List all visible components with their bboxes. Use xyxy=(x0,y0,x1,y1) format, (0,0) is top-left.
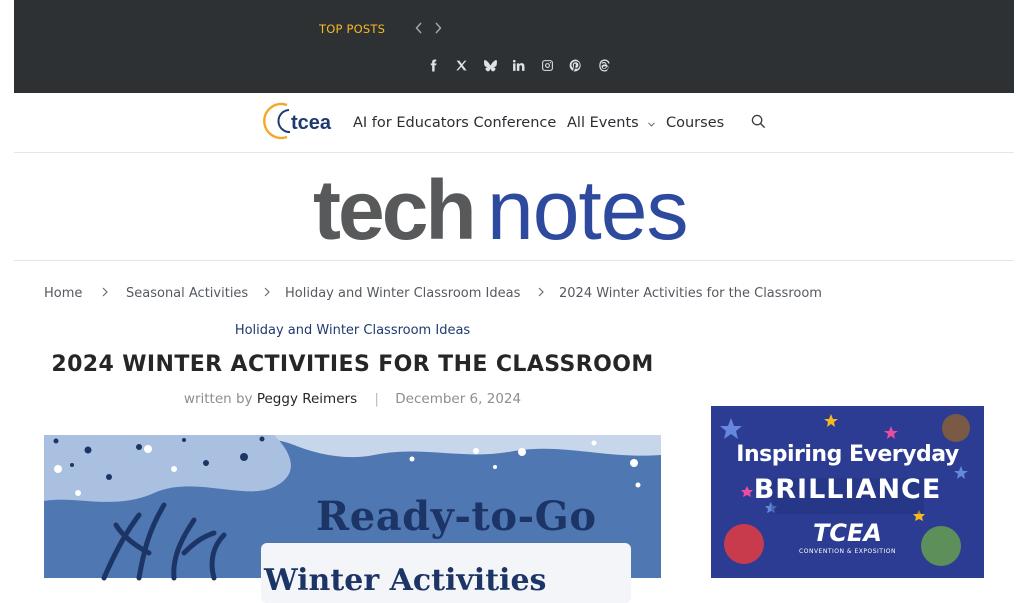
ad-subtitle: CONVENTION & EXPOSITION xyxy=(799,548,896,555)
breadcrumb-home[interactable]: Home xyxy=(44,286,83,301)
social-links xyxy=(419,55,619,75)
nav-item-label: All Events xyxy=(567,115,639,131)
tcea-logo[interactable] xyxy=(257,99,339,139)
x-icon[interactable] xyxy=(448,55,477,75)
post-category[interactable]: Holiday and Winter Classroom Ideas xyxy=(234,323,471,338)
top-posts-label: TOP POSTS xyxy=(319,22,386,36)
breadcrumb-seasonal-activities[interactable]: Seasonal Activities xyxy=(126,286,249,301)
masthead xyxy=(14,153,1014,261)
ad-headline: Inspiring Everyday xyxy=(736,442,959,467)
post-date: December 6, 2024 xyxy=(395,391,522,407)
post-meta xyxy=(44,391,661,407)
chevron-down-icon xyxy=(648,119,655,130)
instagram-icon[interactable] xyxy=(533,55,562,75)
chevron-right-icon[interactable] xyxy=(431,20,445,38)
nav-ai-for-educators-conference[interactable] xyxy=(353,115,556,131)
bluesky-icon[interactable] xyxy=(476,55,505,75)
technotes-logo[interactable] xyxy=(313,163,715,257)
main-nav xyxy=(14,93,1014,153)
chevron-left-icon[interactable] xyxy=(412,20,426,38)
hero-subtitle: Winter Activities xyxy=(264,563,547,598)
page-title: 2024 WINTER ACTIVITIES FOR THE CLASSROOM xyxy=(51,352,654,377)
hero-title: Ready-to-Go xyxy=(316,493,597,540)
nav-courses[interactable] xyxy=(666,115,724,131)
featured-image[interactable] xyxy=(44,435,661,598)
ad-headline-emphasis: BRILLIANCE xyxy=(753,474,942,505)
ad-brand: TCEA xyxy=(813,519,882,547)
nav-all-events[interactable] xyxy=(567,115,655,131)
author-link[interactable]: Peggy Reimers xyxy=(256,391,358,407)
nav-item-label: Courses xyxy=(666,115,725,131)
search-icon[interactable] xyxy=(751,114,767,130)
chevron-right-icon xyxy=(102,285,108,301)
chevron-right-icon xyxy=(264,285,270,301)
linkedin-icon[interactable] xyxy=(505,55,534,75)
facebook-icon[interactable] xyxy=(419,55,448,75)
breadcrumb-current: 2024 Winter Activities for the Classroom xyxy=(559,286,822,301)
logo-bold-part: tech xyxy=(313,163,474,257)
logo-text: tcea xyxy=(291,112,332,134)
written-by-label: written by xyxy=(183,391,253,407)
top-bar xyxy=(14,0,1014,93)
sidebar-ad-banner[interactable] xyxy=(711,406,984,578)
meta-divider: | xyxy=(374,391,379,407)
threads-icon[interactable] xyxy=(590,55,619,75)
pinterest-icon[interactable] xyxy=(562,55,591,75)
nav-item-label: AI for Educators Conference xyxy=(353,115,557,131)
logo-light-part: notes xyxy=(487,163,688,257)
breadcrumb-holiday-winter[interactable]: Holiday and Winter Classroom Ideas xyxy=(285,286,521,301)
chevron-right-icon xyxy=(538,285,544,301)
